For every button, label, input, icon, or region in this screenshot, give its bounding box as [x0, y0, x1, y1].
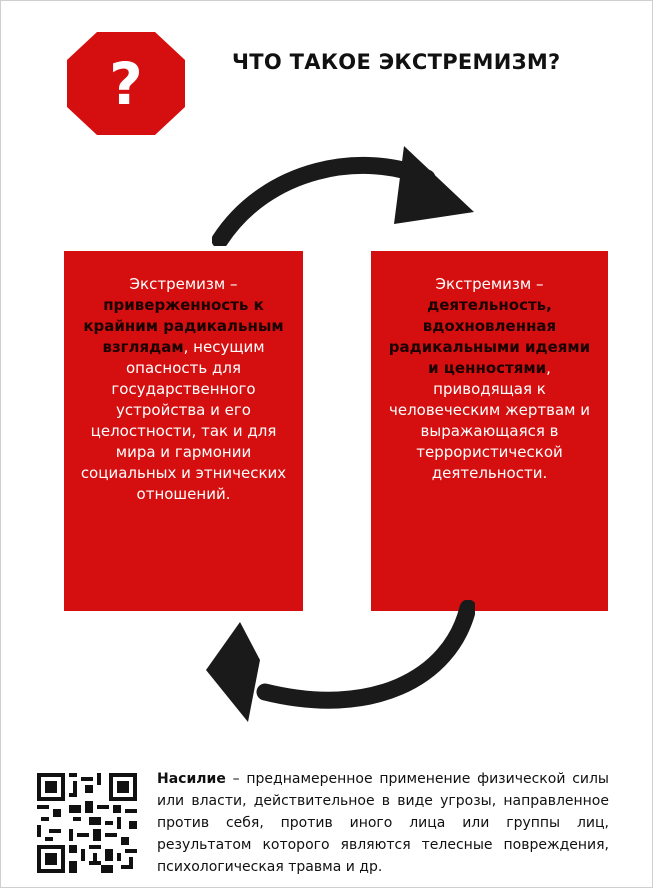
- card-right-rest: , приводящая к человеческим жертвам и выражающаяся в террористической деятельности.: [388, 359, 591, 482]
- definition-card-left: [64, 251, 303, 611]
- definition-text: – преднамеренное применение физической силы или власти, действительное в виде угрозы, направленное против себя, против иного лица или группы лиц, результатом которого являются телесные повреждения, психологическая травма и др.: [157, 771, 609, 875]
- definition-card-right: [371, 251, 608, 611]
- violence-definition: [157, 768, 609, 878]
- curved-arrow-left-icon: [200, 600, 475, 728]
- definition-term: Насилие: [157, 771, 226, 787]
- question-mark: ?: [109, 49, 143, 118]
- card-right-bold: деятельность, вдохновленная радикальными идеями и ценностями: [388, 296, 591, 377]
- card-left-intro: Экстремизм –: [129, 275, 238, 293]
- card-left-bold: приверженность к крайним радикальным взглядам: [83, 296, 284, 356]
- qr-code[interactable]: [37, 773, 137, 873]
- card-right-intro: Экстремизм –: [435, 275, 544, 293]
- card-left-rest: , несущим опасность для государственного устройства и его целостности, так и для мира и гармонии социальных и этнических отношений.: [80, 338, 287, 503]
- question-octagon-icon: [67, 32, 185, 135]
- page-title: ЧТО ТАКОЕ ЭКСТРЕМИЗМ?: [232, 50, 561, 74]
- curved-arrow-right-icon: [212, 138, 482, 246]
